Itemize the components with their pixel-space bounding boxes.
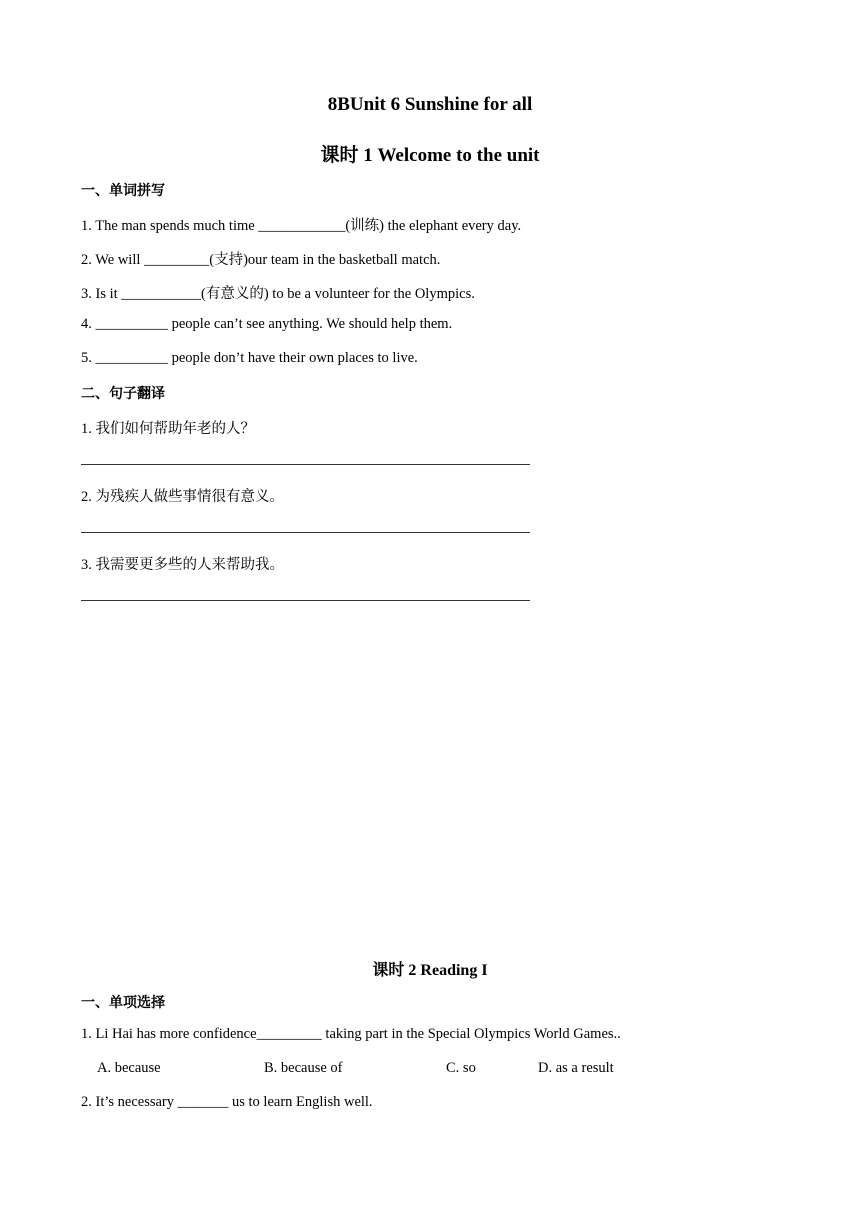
spelling-item-4: 4. __________ people can’t see anything. We should help them. bbox=[81, 316, 453, 332]
translation-item-2: 2. 为残疾人做些事情很有意义。 bbox=[81, 489, 284, 505]
choice-question-1: 1. Li Hai has more confidence_________ taking part in the Special Olympics World Games.. bbox=[81, 1026, 621, 1042]
spelling-item-1: 1. The man spends much time ____________(训练) the elephant every day. bbox=[81, 218, 522, 234]
document-title: 8BUnit 6 Sunshine for all bbox=[327, 94, 533, 115]
section-heading-multiple-choice: 一、单项选择 bbox=[81, 995, 165, 1011]
spelling-item-3: 3. Is it ___________(有意义的) to be a volunteer for the Olympics. bbox=[81, 286, 475, 302]
section-heading-spelling: 一、单词拼写 bbox=[81, 183, 165, 199]
choice-option-d: D. as a result bbox=[538, 1060, 614, 1076]
translation-item-3: 3. 我需要更多些的人来帮助我。 bbox=[81, 557, 284, 573]
lesson2-title: 课时 2 Reading I bbox=[372, 962, 488, 979]
choice-option-a: A. because bbox=[97, 1060, 161, 1076]
lesson1-title: 课时 1 Welcome to the unit bbox=[320, 145, 540, 166]
choice-question-2: 2. It’s necessary _______ us to learn English well. bbox=[81, 1094, 373, 1110]
answer-line-2[interactable] bbox=[81, 532, 530, 533]
spelling-item-2: 2. We will _________(支持)our team in the basketball match. bbox=[81, 252, 441, 268]
spelling-item-5: 5. __________ people don’t have their own places to live. bbox=[81, 350, 418, 366]
answer-line-3[interactable] bbox=[81, 600, 530, 601]
choice-option-b: B. because of bbox=[264, 1060, 343, 1076]
choice-option-c: C. so bbox=[446, 1060, 476, 1076]
section-heading-translation: 二、句子翻译 bbox=[81, 386, 165, 402]
translation-item-1: 1. 我们如何帮助年老的人？ bbox=[81, 421, 255, 437]
answer-line-1[interactable] bbox=[81, 464, 530, 465]
